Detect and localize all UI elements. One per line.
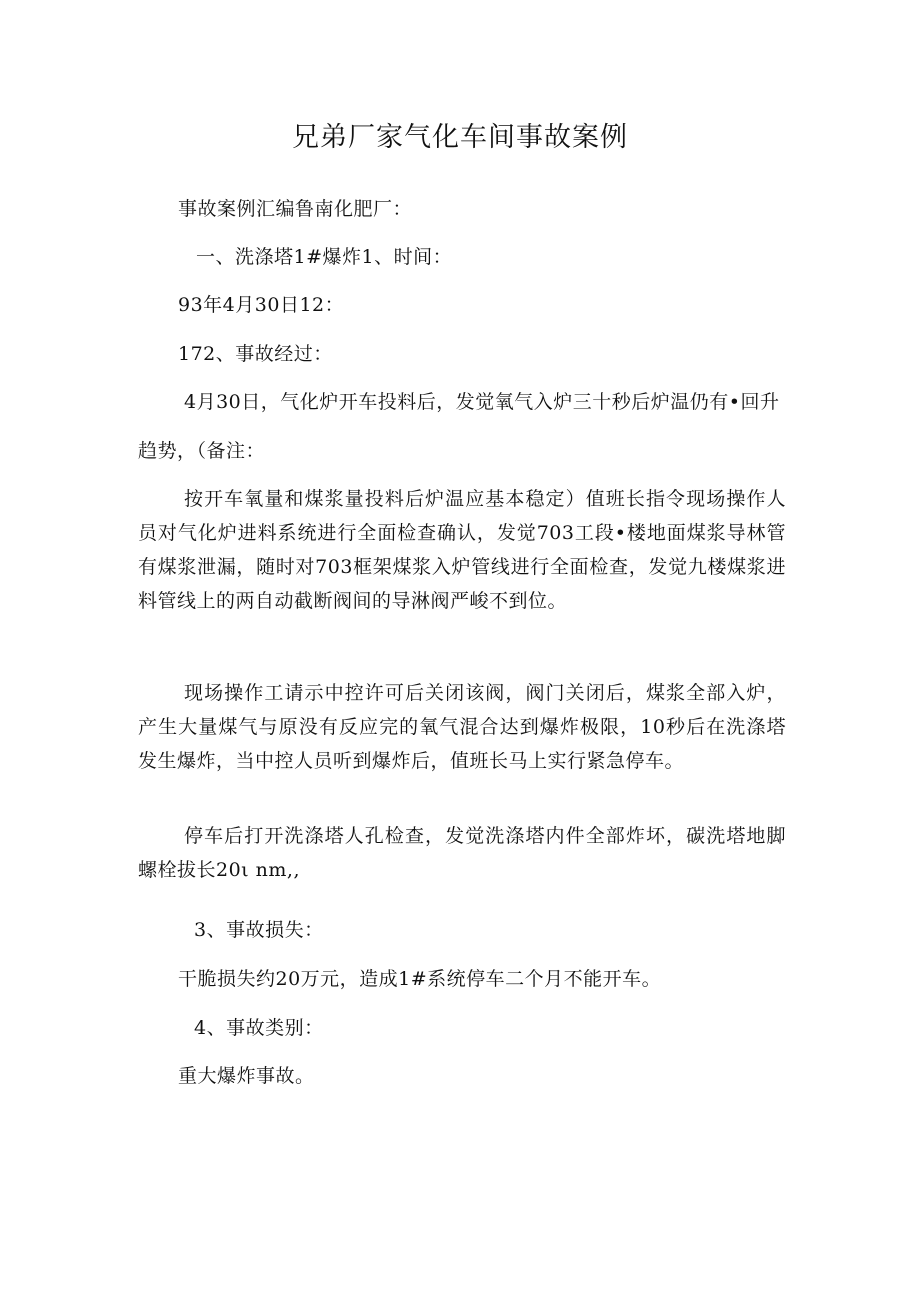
intro-line: 事故案例汇编鲁南化肥厂：: [178, 198, 413, 220]
category-heading: 4、事故类别：: [194, 1017, 324, 1039]
paragraph-1-line-2: 趋势，（备注：: [138, 440, 266, 462]
paragraph-3: 现场操作工请示中控许可后关闭该阀，阀门关闭后，煤浆全部入炉，产生大量煤气与原没有反应完的氧气混合达到爆炸极限，10秒后在洗涤塔发生爆炸，当中控人员听到爆炸后，值班长马上实行紧急停车。: [138, 682, 786, 772]
section-1-heading: 一、洗涤塔1#爆炸1、时间：: [196, 246, 453, 268]
loss-heading: 3、事故损失：: [194, 919, 324, 941]
category-text: 重大爆炸事故。: [178, 1065, 315, 1087]
paragraph-2: 按开车氧量和煤浆量投料后炉温应基本稳定）值班长指令现场操作人员对气化炉进料系统进行全面检查确认，发觉703工段•楼地面煤浆导林管有煤浆泄漏，随时对703框架煤浆入炉管线进行全面检查，发觉九楼煤浆进料管线上的两自动截断阀间的导淋阀严峻不到位。: [138, 488, 786, 612]
paragraph-4: 停车后打开洗涤塔人孔检查，发觉洗涤塔内件全部炸坏，碳洗塔地脚螺栓拔长20ι nm,,: [138, 825, 786, 881]
incident-date: 93年4月30日12：: [178, 294, 345, 316]
loss-text: 干脆损失约20万元，造成1#系统停车二个月不能开车。: [178, 968, 662, 990]
process-heading: 172、事故经过：: [178, 343, 333, 365]
paragraph-1-line-1: 4月30日，气化炉开车投料后，发觉氧气入炉三十秒后炉温仍有•回升: [184, 391, 780, 413]
document-title: 兄弟厂家气化车间事故案例: [292, 122, 628, 153]
